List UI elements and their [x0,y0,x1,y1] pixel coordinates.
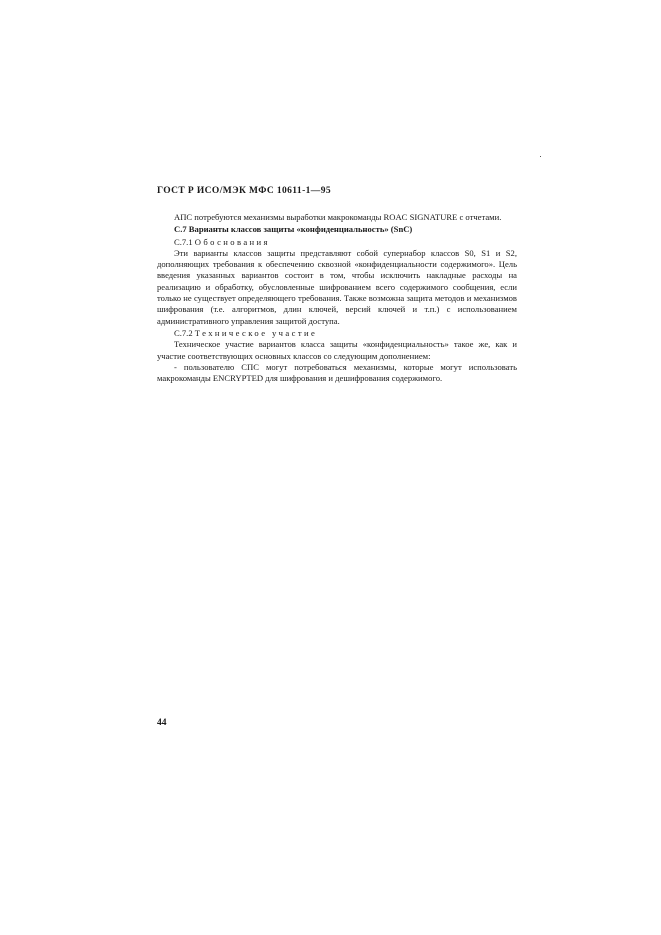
standard-header: ГОСТ Р ИСО/МЭК МФС 10611-1—95 [157,186,331,196]
section-title-c7: С.7 Варианты классов защиты «конфиденциальность» (SnC) [174,224,413,235]
page-number: 44 [157,718,167,728]
subsection-title-c72 [157,328,517,339]
subsection-number-c72: С.7.2 [174,327,193,338]
scan-speck [540,156,541,157]
paragraph-rationale: Эти варианты классов защиты представляют собой супернабор классов S0, S1 и S2, дополняющих требования к обеспечению сквозной «конфиденциальности содержимого». Цель введения указанных вариантов состоит в том, чтобы исключить накладные расходы на реализацию и обработку, обусловленные шифрованием всего содержимого сообщения, если только не существует определяющего требования. Также возможна защита методов и механизмов шифрования (т.е. алгоритмов, длин ключей, версий ключей и т.п.) с использованием административного управления защитой доступа. [157,247,517,326]
paragraph-apc: АПС потребуются механизмы выработки макрокоманды ROAC SIGNATURE с отчетами. [174,212,502,222]
paragraph-encrypted: - пользователю СПС могут потребоваться механизмы, которые могут использовать макрокоманды ENCRYPTED для шифрования и дешифрования содержимого. [157,361,517,384]
body-text [157,212,517,384]
subsection-title-c71 [157,237,517,248]
paragraph-technical-participation: Техническое участие вариантов класса защиты «конфиденциальность» такое же, как и участие соответствующих основных классов со следующим дополнением: [157,339,517,361]
subsection-label-c72: Техническое участие [194,327,318,338]
subsection-label-c71: Обоснования [194,236,270,247]
subsection-number-c71: С.7.1 [174,236,193,247]
